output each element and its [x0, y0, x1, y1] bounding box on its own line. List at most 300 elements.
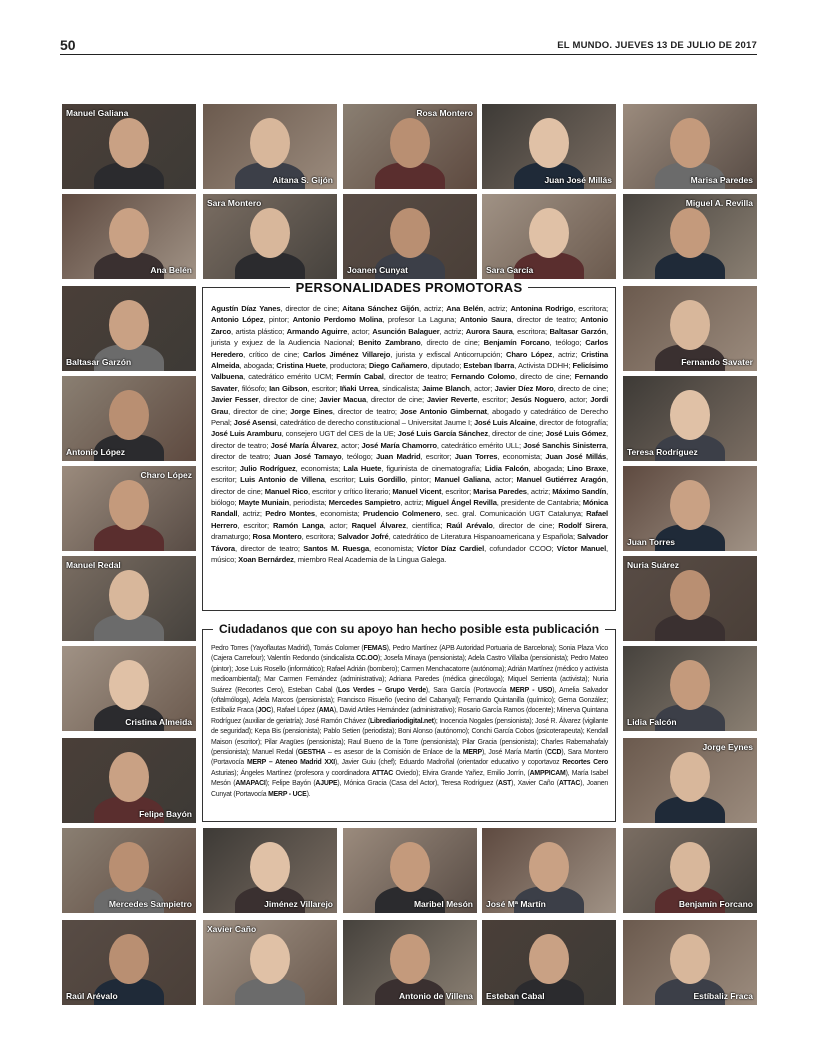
promotora-description: director de teatro	[211, 440, 267, 450]
promotora-name: Máximo Sandín	[552, 486, 607, 496]
portrait-photo	[623, 738, 757, 823]
promotora-description: director de teatro	[388, 372, 446, 382]
organization-name: FEMAS	[363, 645, 387, 652]
promotora-description: director de teatro	[337, 406, 395, 416]
promotora-name: Javier Macua	[319, 395, 367, 405]
promotora-name: Prudencio Colmenero	[362, 509, 441, 519]
promotora-name: Esteban Ibarra	[463, 361, 515, 371]
promotora-name: Fernando Savater	[211, 372, 609, 393]
promotora-name: Jesús Noguero	[510, 395, 565, 405]
portrait-photo	[62, 828, 196, 913]
person-face	[109, 842, 149, 892]
promotora-description: científica	[411, 520, 441, 530]
promotora-name: Carlos Heredero	[211, 338, 609, 359]
organization-name: MERP – Ateneo Madrid XXI	[246, 759, 335, 767]
portrait-photo	[62, 556, 196, 641]
promotora-description: director de fotografía	[539, 418, 607, 428]
promotora-name: Charo López	[506, 349, 553, 359]
promotora-name: Julio Rodríguez	[239, 463, 296, 473]
promotora-name: Jorge Eines	[290, 406, 333, 416]
promotora-name: Víctor Manuel	[556, 543, 607, 553]
promotora-name: Cristina Huete	[276, 361, 326, 371]
photo-caption: Benjamín Forcano	[678, 899, 753, 909]
promotora-description: actor	[474, 383, 491, 393]
person-face	[670, 842, 710, 892]
promotora-name: Raúl Arévalo	[446, 520, 493, 530]
organization-name: GESTHA	[297, 749, 326, 757]
portrait-photo	[482, 104, 616, 189]
promotora-name: Asunción Balaguer	[372, 326, 440, 336]
promotora-description: pintor	[268, 315, 288, 325]
organization-name: MERP - UCE	[268, 790, 307, 798]
portrait-photo	[623, 920, 757, 1005]
promotoras-title: PERSONALIDADES PROMOTORAS	[290, 280, 529, 295]
ciudadanos-text-segment: – es asesor de la Comisión de Enlace de la	[325, 749, 463, 757]
promotora-description: economista	[300, 463, 339, 473]
promotora-description: director de cine	[492, 429, 542, 439]
person-face	[109, 208, 149, 258]
promotora-name: Lala Huete	[343, 463, 382, 473]
promotora-name: Miguel Ángel Revilla	[425, 497, 497, 507]
person-face	[109, 390, 149, 440]
promotora-description: teólogo	[555, 338, 580, 348]
promotora-name: Antonio Saura	[459, 315, 512, 325]
promotora-description: abogado y catedrático de Derecho Penal	[211, 406, 608, 428]
person-face	[529, 118, 569, 168]
ciudadanos-text-segment: Oviedo); Elvira Grande Yañez, Emilio Jorrín, (	[393, 769, 530, 777]
person-face	[250, 118, 290, 168]
promotora-description: director de cine	[263, 395, 315, 405]
promotora-name: Rafael Herrero	[211, 509, 609, 530]
promotora-description: miembro Real Academia de la Lingua Galega	[297, 554, 445, 564]
photo-caption: Estíbaliz Fraca	[693, 991, 753, 1001]
portrait-photo	[623, 556, 757, 641]
organization-name: AMAPACI	[235, 780, 266, 788]
photo-caption: Aitana S. Gijón	[272, 175, 333, 185]
person-face	[109, 752, 149, 802]
promotora-name: José Sanchis Sinisterra	[523, 440, 607, 450]
promotora-description: director de teatro	[211, 452, 269, 462]
ciudadanos-text-segment: ), Xavier Caño (	[511, 780, 559, 788]
promotoras-panel	[202, 280, 616, 611]
ciudadanos-text-segment: ).	[306, 790, 311, 798]
promotora-description: catedrático de Literatura Hispanoamericana y Española	[392, 532, 573, 542]
promotora-description: escritor	[243, 520, 268, 530]
organization-name: MERP - USO	[509, 686, 553, 694]
portrait-photo	[343, 104, 477, 189]
promotora-description: escritor	[482, 395, 506, 405]
promotora-description: directo de cine	[426, 338, 478, 348]
promotora-name: Antonio Zarco	[211, 315, 608, 336]
promotora-name: Felicísimo Valbuena	[211, 361, 609, 382]
promotora-name: Fermín Cabal	[336, 372, 384, 382]
promotora-description: director de cine	[285, 304, 338, 313]
promotora-description: sec. gral. Comunicación UGT Catalunya	[445, 509, 581, 519]
organization-name: Librediariodigital.net	[370, 717, 434, 725]
promotora-name: Antonio Perdomo Molina	[292, 315, 383, 325]
promotora-name: Rodolf Sirera	[558, 520, 607, 530]
portrait-photo	[623, 286, 757, 371]
promotora-description: director de cine	[233, 406, 286, 416]
promotora-description: director de teatro	[516, 315, 575, 325]
portrait-photo	[623, 376, 757, 461]
photo-caption: Miguel A. Revilla	[685, 198, 753, 208]
photo-caption: Juan José Millás	[544, 175, 612, 185]
promotora-description: director de teatro	[240, 543, 298, 553]
promotora-description: catedrático emérito ULL	[441, 440, 519, 450]
promotora-description: escritor	[330, 475, 354, 485]
promotora-name: Rosa Montero	[252, 532, 302, 542]
promotora-description: dramaturgo	[211, 532, 249, 542]
promotora-name: Luis Gordillo	[359, 475, 406, 485]
promotora-description: abogada	[533, 463, 563, 473]
promotora-description: escritora	[578, 304, 607, 313]
promotora-description: actor	[329, 520, 346, 530]
promotora-name: Santos M. Ruesga	[303, 543, 370, 553]
promotora-description: periodista	[293, 497, 325, 507]
portrait-photo	[623, 194, 757, 279]
promotora-name: Manuel Galiana	[434, 475, 490, 485]
promotora-name: Xoan Bernárdez	[238, 554, 294, 564]
ciudadanos-text-segment: ); Inocencia Nogales (pensionista); José R. Álvarez (vigilante de seguridad); Kepa Bis (pensionista); Pablo Setien (periodista); Boni Alonso (autónomo); Conchi García Cobos (psicoterapeuta); Kendall Maison (escritor); Pilar Aragües (pensionista); Raul Bueno de la Torre (pensionista); Pilar Gracia (pensionista); Charles Rabemahafaly (pensionista); Manuel Redal (	[211, 717, 608, 757]
promotora-description: escritor	[425, 452, 450, 462]
promotora-name: Mercedes Sampietro	[328, 497, 401, 507]
person-face	[529, 934, 569, 984]
promotora-description: cofundador CCOO	[489, 543, 552, 553]
page-number: 50	[60, 37, 76, 53]
photo-caption: Xavier Caño	[207, 924, 257, 934]
promotora-description: músico	[211, 554, 235, 564]
photo-caption: Sara García	[486, 265, 534, 275]
promotora-description: actriz	[488, 304, 506, 313]
portrait-photo	[62, 376, 196, 461]
promotora-name: Benito Zambrano	[358, 338, 421, 348]
promotora-name: Juan José Tamayo	[273, 452, 342, 462]
ciudadanos-text-segment: ), María Isabel Mesón (	[211, 769, 608, 788]
promotora-description: filósofo	[241, 383, 265, 393]
promotora-description: escritor	[211, 463, 235, 473]
ciudadanos-text-segment: ), David Artiles Hernández (administrativo); Rosario García Ramos (docente); Minerva Quintana Rodríguez (auxiliar de geriatría); José Ramón Chávez (	[211, 707, 608, 725]
organization-name: CCD	[547, 749, 562, 757]
promotora-name: Lino Braxe	[567, 463, 607, 473]
photo-caption: Baltasar Garzón	[66, 357, 132, 367]
portrait-photo	[343, 920, 477, 1005]
promotora-name: Iñaki Urrea	[339, 383, 378, 393]
portrait-photo	[623, 104, 757, 189]
person-face	[670, 570, 710, 620]
promotora-description: actor	[494, 475, 512, 485]
publication-header: EL MUNDO. JUEVES 13 DE JULIO DE 2017	[557, 40, 757, 51]
photo-caption: Maribel Mesón	[413, 899, 473, 909]
promotoras-list: Agustín Díaz Yanes, director de cine; Aitana Sánchez Gijón, actriz; Ana Belén, actriz; Antonina Rodrigo, escritora; Antonio López, pintor; Antonio Perdomo Molina, profesor La Laguna; Antonio Saura, director de teatro; Antonio Zarco, artista plástico; Armando Aguirre, actor; Asunción Balaguer, actriz; Aurora Saura, escritora; Baltasar Garzón, jurista y exjuez de la Audiencia Nacional; Benito Zambrano, directo de cine; Benjamín Forcano, teólogo; Carlos Heredero, crítico de cine; Carlos Jiménez Villarejo, jurista y exfiscal Anticorrupción; Charo López, actriz; Cristina Almeida, abogada; Cristina Huete, productora; Diego Cañamero, diputado; Esteban Ibarra, Activista DDHH; Felicísimo Valbuena, catedrático emérito UCM; Fermín Cabal, director de teatro; Fernando Colomo, directo de cine; Fernando Savater, filósofo; Ian Gibson, escritor; Iñaki Urrea, sindicalista; Jaime Blanch, actor; Javier Díez Moro, directo de cine; Javier Fesser, director de cine; Javier Macua, director de cine; Javier Reverte, escritor; Jesús Noguero, actor; Jordi Grau, director de cine; Jorge Eines, director de teatro; Jose Antonio Gimbernat, abogado y catedrático de Derecho Penal; José Asensi, catedrático de derecho constitucional – Universitat Jaume I; José Luis Alcaine, director de fotografía; José Luis Aramburu, consejero UGT del CES de la UE; José Luis García Sánchez, director de cine; José Luis Gómez, director de teatro; José María Álvarez, actor; José María Chamorro, catedrático emérito ULL; José Sanchis Sinisterra, director de teatro; Juan José Tamayo, teólogo; Juan Madrid, escritor; Juan Torres, economista; Juan José Millás, escritor; Julio Rodríguez, economista; Lala Huete, figurinista de cinematografía; Lidia Falcón, abogada; Lino Braxe, escritor; Luis Antonio de Villena, escritor; Luis Gordillo, pintor; Manuel Galiana, actor; Manuel Gutiérrez Aragón, director de cine; Manuel Rico, escritor y crítico literario; Manuel Vicent, escritor; Marisa Paredes, actriz; Máximo Sandín, biólogo; Mayte Muniain, periodista; Mercedes Sampietro, actriz; Miguel Ángel Revilla, presidente de Cantabria; Mónica Randall, actriz; Pedro Montes, economista; Prudencio Colmenero, sec. gral. Comunicación UGT Catalunya; Rafael Herrero, escritor; Ramón Langa, actor; Raquel Álvarez, científica; Raúl Arévalo, director de cine; Rodolf Sirera, dramaturgo; Rosa Montero, escritora; Salvador Jofré, catedrático de Literatura Hispanoamericana y Española; Salvador Távora, director de teatro; Santos M. Ruesga, economista; Víctor Díaz Cardiel, cofundador CCOO; Víctor Manuel, músico; Xoan Bernárdez, miembro Real Academia de la Lingua Galega.	[211, 304, 609, 564]
promotora-description: jurista y exfiscal Anticorrupción	[395, 349, 501, 359]
promotora-description: actriz	[530, 486, 549, 496]
person-face	[670, 300, 710, 350]
promotora-name: Javier Reverte	[426, 395, 478, 405]
photo-caption: Antonio de Villena	[399, 991, 473, 1001]
promotora-description: actriz	[424, 304, 442, 313]
promotora-description: actriz	[557, 349, 576, 359]
portrait-photo	[203, 194, 337, 279]
organization-name: AJUPE	[315, 780, 338, 788]
header-rule	[60, 54, 757, 55]
organization-name: ATTAC	[558, 780, 581, 788]
promotora-description: director de cine	[211, 486, 261, 496]
promotora-description: pintor	[410, 475, 430, 485]
ciudadanos-list	[211, 644, 608, 800]
promotora-name: Ana Belén	[446, 304, 484, 313]
promotora-name: José Luis Aramburu	[211, 429, 282, 439]
promotora-description: figurinista de cinematografía	[386, 463, 480, 473]
organization-name: ATTAC	[371, 769, 394, 777]
promotora-name: Mónica Randall	[211, 497, 609, 519]
person-face	[670, 118, 710, 168]
promotora-description: escritor	[211, 475, 235, 485]
promotora-name: Baltasar Garzón	[549, 326, 607, 336]
promotora-description: actriz	[444, 326, 462, 336]
person-face	[529, 208, 569, 258]
portrait-photo	[62, 194, 196, 279]
promotora-description: artista plástico	[235, 326, 283, 336]
organization-name: AMPPICAM	[529, 769, 566, 777]
promotora-name: Ramón Langa	[273, 520, 324, 530]
photo-caption: Charo López	[140, 470, 192, 480]
ciudadanos-text-segment: ), Rafael López (	[271, 707, 319, 715]
organization-name: Los Verdes – Grupo Verde	[337, 686, 426, 694]
promotora-name: Benjamín Forcano	[483, 338, 550, 348]
promotora-name: Jaime Blanch	[422, 383, 470, 393]
ciudadanos-text-segment: ), Javier Guiu (chef); Eduardo Madroñal (orientador educativo y coportavoz	[334, 759, 563, 767]
person-face	[670, 660, 710, 710]
promotora-description: Activista DDHH	[517, 361, 569, 371]
person-face	[109, 934, 149, 984]
photo-caption: Fernando Savater	[681, 357, 753, 367]
promotora-description: catedrático emérito UCM	[248, 372, 332, 382]
promotora-description: biólogo	[211, 497, 235, 507]
promotora-name: Aitana Sánchez Gijón	[342, 304, 419, 313]
ciudadanos-text-segment: Asturias); Ángeles Martínez (profesora y coordinadora	[211, 769, 372, 777]
promotora-description: actriz	[242, 509, 260, 519]
organization-name: AST	[497, 780, 512, 788]
person-face	[390, 842, 430, 892]
portrait-photo	[62, 646, 196, 731]
photo-caption: Mercedes Sampietro	[108, 899, 192, 909]
promotora-description: consejero UGT del CES de la UE	[285, 429, 394, 439]
portrait-photo	[482, 828, 616, 913]
promotora-description: actor	[351, 326, 368, 336]
person-face	[670, 390, 710, 440]
photo-caption: Lidia Falcón	[627, 717, 677, 727]
person-face	[390, 118, 430, 168]
promotora-description: directo de cine	[557, 383, 607, 393]
promotora-description: actor	[569, 395, 586, 405]
person-face	[250, 842, 290, 892]
promotora-description: crítico de cine	[248, 349, 298, 359]
promotora-name: Agustín Díaz Yanes	[211, 304, 281, 313]
promotora-name: Mayte Muniain	[238, 497, 290, 507]
promotora-name: José María Álvarez	[270, 440, 337, 450]
promotora-name: Javier Díez Moro	[494, 383, 554, 393]
photo-caption: Joanen Cunyat	[347, 265, 408, 275]
portrait-photo	[343, 194, 477, 279]
person-face	[529, 842, 569, 892]
person-face	[670, 752, 710, 802]
portrait-photo	[203, 920, 337, 1005]
promotora-name: Manuel Rico	[264, 486, 308, 496]
portrait-photo	[62, 738, 196, 823]
person-face	[670, 934, 710, 984]
promotora-name: Aurora Saura	[465, 326, 513, 336]
promotora-name: Armando Aguirre	[286, 326, 348, 336]
ciudadanos-text-segment: Pedro Torres (Yayoflautas Madrid), Tomás Colomer (	[211, 645, 364, 652]
promotora-description: economista	[374, 543, 412, 553]
promotora-name: Salvador Távora	[211, 532, 609, 553]
promotora-description: economista	[320, 509, 358, 519]
person-face	[109, 118, 149, 168]
organization-name: AMA	[318, 707, 334, 715]
promotora-name: José Luis García Sánchez	[397, 429, 488, 439]
promotora-description: economista	[502, 452, 541, 462]
promotora-name: Carlos Jiménez Villarejo	[302, 349, 391, 359]
promotora-description: presidente de Cantabria	[500, 497, 579, 507]
promotora-name: Juan Torres	[454, 452, 498, 462]
promotora-name: Fernando Colomo	[451, 372, 515, 382]
promotora-name: Víctor Díaz Cardiel	[417, 543, 485, 553]
promotora-description: diputado	[431, 361, 460, 371]
ciudadanos-panel	[202, 622, 616, 822]
portrait-photo	[62, 286, 196, 371]
promotora-description: profesor La Laguna	[387, 315, 455, 325]
photo-caption: José Mª Martín	[486, 899, 546, 909]
photo-caption: Marisa Paredes	[690, 175, 753, 185]
promotora-description: jurista y exjuez de la Audiencia Nacional	[211, 338, 353, 348]
promotora-name: José María Chamorro	[361, 440, 437, 450]
person-face	[109, 570, 149, 620]
promotora-description: catedrático de derecho constitucional – Universitat Jaume I	[279, 418, 471, 428]
ciudadanos-text-segment: ), José María Martín (	[481, 749, 547, 757]
person-face	[670, 208, 710, 258]
portrait-photo	[62, 104, 196, 189]
portrait-photo	[482, 194, 616, 279]
photo-caption: Raúl Arévalo	[66, 991, 118, 1001]
ciudadanos-text-segment: ), Joanen Cunyat (Portavocía	[211, 780, 608, 798]
portrait-photo	[62, 920, 196, 1005]
ciudadanos-title: Ciudadanos que con su apoyo han hecho posible esta publicación	[213, 622, 605, 636]
photo-caption: Cristina Almeida	[125, 717, 192, 727]
organization-name: JOC	[257, 707, 272, 715]
person-face	[250, 934, 290, 984]
photo-caption: Jiménez Villarejo	[264, 899, 333, 909]
promotora-name: Cristina Almeida	[211, 349, 609, 371]
promotora-description: productora	[329, 361, 365, 371]
promotora-description: actriz	[404, 497, 422, 507]
portrait-photo	[343, 828, 477, 913]
promotora-name: Marisa Paredes	[473, 486, 527, 496]
promotora-name: Lidia Falcón	[484, 463, 529, 473]
promotora-name: Manuel Vicent	[392, 486, 442, 496]
photo-caption: Manuel Redal	[66, 560, 121, 570]
promotora-description: actor	[341, 440, 358, 450]
person-face	[250, 208, 290, 258]
promotora-name: José Luis Gómez	[545, 429, 607, 439]
promotora-description: escritor	[445, 486, 470, 496]
portrait-photo	[623, 646, 757, 731]
photo-caption: Nuria Suárez	[627, 560, 679, 570]
promotora-description: abogada	[243, 361, 273, 371]
photo-caption: Manuel Galiana	[66, 108, 129, 118]
promotora-name: Antonina Rodrigo	[510, 304, 574, 313]
photo-caption: Sara Montero	[207, 198, 262, 208]
portrait-photo	[623, 828, 757, 913]
photo-caption: Teresa Rodríguez	[627, 447, 698, 457]
ciudadanos-text-segment: ), Pedro Martínez (APB Autoridad Portuaria de Barcelona); Sonia Plaza Vico (Cajera Carrefour); Valentín Redondo (sindicalista	[211, 645, 608, 663]
photo-caption: Juan Torres	[627, 537, 676, 547]
ciudadanos-text-segment: ), Sara Montero (Portavocía	[211, 749, 609, 767]
photo-caption: Rosa Montero	[416, 108, 473, 118]
organization-name: CC.OO	[356, 655, 378, 663]
portrait-photo	[482, 920, 616, 1005]
organization-name: Recortes Cero	[562, 759, 608, 767]
promotora-name: José Asensi	[233, 418, 277, 428]
promotora-name: Ian Gibson	[269, 383, 308, 393]
promotora-name: Jose Antonio Gimbernat	[399, 406, 487, 416]
promotora-description: escritor y crítico literario	[311, 486, 389, 496]
promotora-name: Luis Antonio de Villena	[240, 475, 325, 485]
portrait-photo	[62, 466, 196, 551]
promotora-name: Diego Cañamero	[368, 361, 428, 371]
ciudadanos-text-segment: ), Mónica Gracia (Casa del Actor), Teresa Rodríguez (	[337, 780, 498, 788]
person-face	[109, 480, 149, 530]
promotora-description: escritor	[311, 383, 336, 393]
portrait-photo	[623, 466, 757, 551]
promotora-name: Antonio López	[211, 315, 264, 325]
promotora-name: Pedro Montes	[265, 509, 315, 519]
photo-caption: Felipe Bayón	[139, 809, 192, 819]
ciudadanos-text-segment: ); Josefa Minaya (pensionista); Adela Castro Villalba (pensionista); Pedro Mateo (pintor); Jose Luis Rosello (informático); Rafael Adrián (bombero); Carmen Menchacatorre (autónoma); Adrián Martínez (médico y activista medioambiental); Mar Carmen Fernández (administrativa); Adriana Paredes (médica ginecóloga); Miquel Serrienta (activista); Nuria Suárez (Recortes Cero), Esteban Cabal (	[211, 655, 608, 694]
ciudadanos-text-segment: ); Felipe Bayón (	[265, 780, 316, 788]
photo-caption: Jorge Eynes	[702, 742, 753, 752]
portrait-photo	[203, 828, 337, 913]
promotora-description: sindicalista	[382, 383, 418, 393]
promotora-name: José Luis Alcaine	[473, 418, 536, 428]
photo-caption: Antonio López	[66, 447, 126, 457]
promotora-name: Raquel Álvarez	[351, 520, 407, 530]
photo-caption: Esteban Cabal	[486, 991, 545, 1001]
promotora-name: Salvador Jofré	[337, 532, 389, 542]
organization-name: MERP	[462, 749, 482, 757]
promotora-description: directo de cine	[520, 372, 570, 382]
person-face	[670, 480, 710, 530]
promotora-description: escritora	[517, 326, 545, 336]
person-face	[390, 208, 430, 258]
promotora-name: Jordi Grau	[211, 395, 609, 416]
ciudadanos-text-segment: ), Amelia Salvador (oftalmóloga), Adela Marcos (pensionista); Francisco Risueño (vecino del Cabanyal); Fernando Quintanilla (químico); Gema González; Estíbaliz Fraca (	[211, 686, 609, 715]
promotora-name: Juan José Millás	[545, 452, 607, 462]
photo-caption: Ana Belén	[150, 265, 192, 275]
person-face	[109, 300, 149, 350]
ciudadanos-text-segment: ), Sara García (Portavocía	[425, 686, 510, 694]
promotora-description: teólogo	[346, 452, 371, 462]
person-face	[390, 934, 430, 984]
promotora-name: Manuel Gutiérrez Aragón	[516, 475, 607, 485]
promotora-description: escritora	[305, 532, 334, 542]
promotora-description: director de cine	[498, 520, 553, 530]
promotora-name: Javier Fesser	[211, 395, 259, 405]
promotora-name: Juan Madrid	[375, 452, 421, 462]
promotora-description: director de cine	[370, 395, 423, 405]
portrait-photo	[203, 104, 337, 189]
person-face	[109, 660, 149, 710]
